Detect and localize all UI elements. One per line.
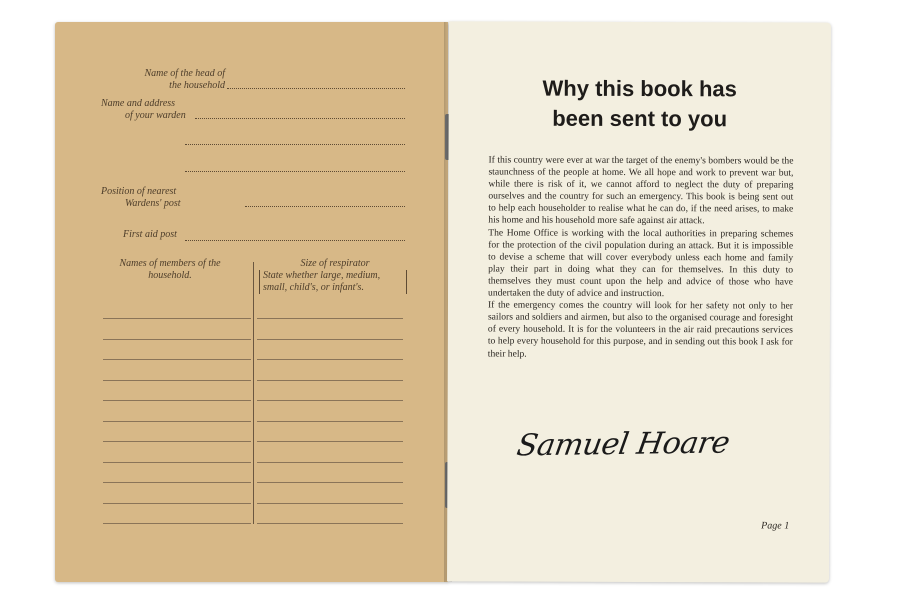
respirator-size-row[interactable] [257,503,403,504]
member-name-row[interactable] [103,523,251,524]
head-label-line-1: Name of the head of [144,68,225,79]
respirator-column-header: Size of respirator [300,258,370,269]
warden-label-line-2: of your warden [125,110,186,121]
paragraph-2: The Home Office is working with the local authorities in preparing schemes for the protection of the civil population during an attack. But it is impossible to devise a scheme that will cover everybody unless each home and family play their part in doing what they can for themselves. In this duty to themselves they must count upon the help and advice of those who have undertaken the duty of advice and instruction. [488,227,794,300]
respirator-size-row[interactable] [257,339,403,340]
members-head-line-1: Names of members of the [119,258,221,269]
member-name-row[interactable] [103,482,251,483]
title-line-2: been sent to you [552,105,728,132]
member-name-row[interactable] [103,462,251,463]
respirator-size-row[interactable] [257,421,403,422]
wardens-post-label [85,186,225,210]
respirator-note [259,270,407,294]
warden-field-line-1[interactable] [195,118,405,119]
right-page-letter [447,21,831,582]
head-label-line-2: the household [169,80,225,91]
member-name-row[interactable] [103,441,251,442]
paragraph-3: If the emergency comes the country will look for her safety not only to her sailors and soldiers and airmen, but also to the organised courage and foresight of every household. It is for the volunteers in the air raid precautions services to help every household for this purpose, and in sending out this book I ask for their help. [487,299,794,360]
letter-body [488,154,794,361]
title-line-1: Why this book has [542,75,737,102]
members-column-header [95,258,245,282]
respirator-size-row[interactable] [257,380,403,381]
signature: Samuel Hoare [514,425,732,464]
post-label-line-1: Position of nearest [101,186,177,197]
first-aid-field[interactable] [185,240,405,241]
member-name-row[interactable] [103,400,251,401]
column-divider [253,262,254,524]
respirator-size-row[interactable] [257,523,403,524]
first-aid-label: First aid post [123,229,177,240]
respirator-size-row[interactable] [257,441,403,442]
paragraph-1: If this country were ever at war the target of the enemy's bombers would be the staunchness of the people at home. We all hope and work to prevent war but, while there is risk of it, we cannot afford to neglect the duty of preparing ourselves and the country for such an emergency. This book is being sent out to help each householder to realise what he can do, if the need arises, to make his home and his household more safe against air attack. [488,154,794,227]
respirator-size-row[interactable] [257,462,403,463]
respirator-note-line-2: small, child's, or infant's. [263,282,364,293]
member-name-row[interactable] [103,421,251,422]
warden-field-line-3[interactable] [185,171,405,172]
member-name-row[interactable] [103,359,251,360]
respirator-note-line-1: State whether large, medium, [263,270,381,281]
respirator-size-row[interactable] [257,482,403,483]
wardens-post-field[interactable] [245,206,405,207]
open-booklet [55,22,830,582]
warden-field-line-2[interactable] [185,144,405,145]
member-name-row[interactable] [103,503,251,504]
page-number: Page 1 [761,520,790,532]
respirator-size-row[interactable] [257,318,403,319]
member-name-row[interactable] [103,318,251,319]
page-title [449,73,831,134]
head-of-household-label [85,68,225,92]
warden-label-line-1: Name and address [101,98,176,109]
respirator-size-row[interactable] [257,400,403,401]
head-of-household-field[interactable] [227,88,405,89]
member-name-row[interactable] [103,339,251,340]
post-label-line-2: Wardens' post [125,198,181,209]
respirator-size-row[interactable] [257,359,403,360]
left-page-household-form [55,22,448,582]
members-head-line-2: household. [148,270,192,281]
member-name-row[interactable] [103,380,251,381]
